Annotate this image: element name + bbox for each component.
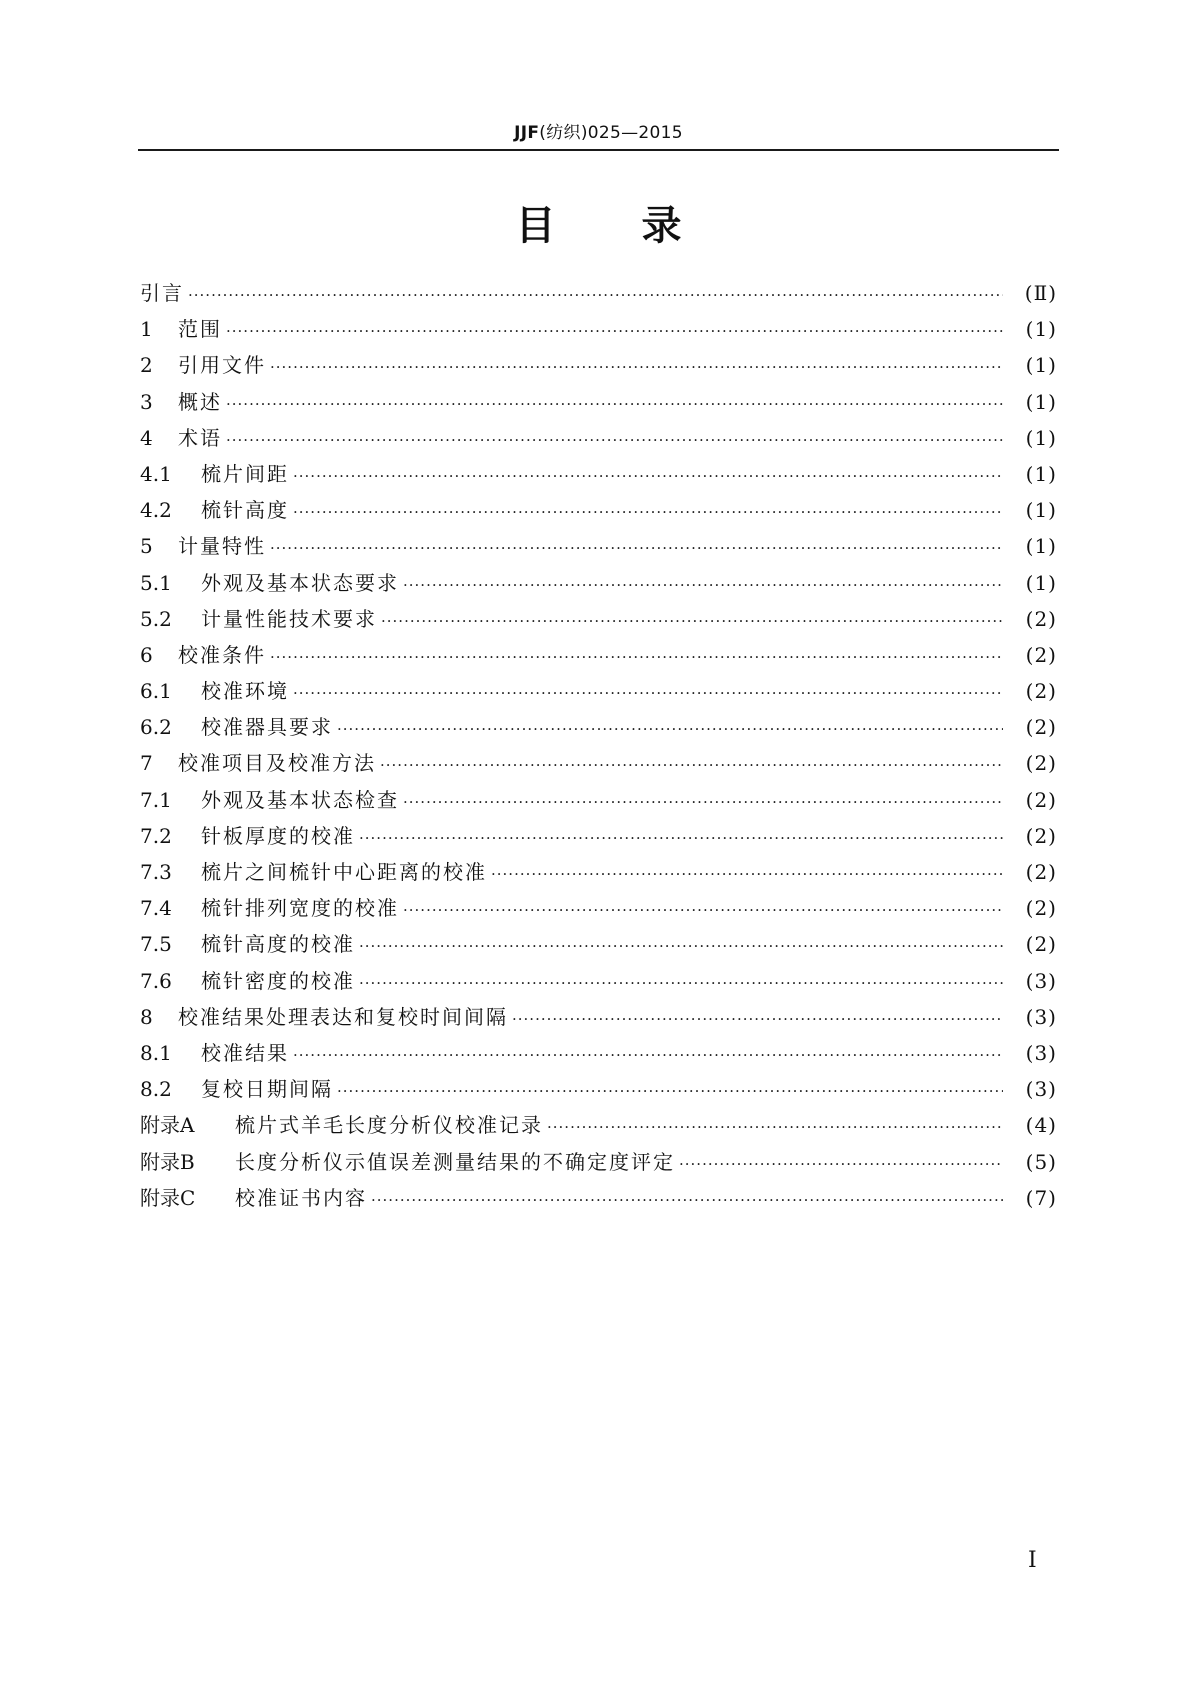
toc-entry[interactable] [140, 1182, 1057, 1218]
toc-entry-page: (2) [1025, 860, 1057, 884]
toc-dot-leader [359, 937, 1003, 955]
toc-entry[interactable] [140, 639, 1057, 675]
toc-entry[interactable] [140, 386, 1057, 422]
toc-dot-leader [293, 467, 1003, 485]
toc-entry-title: 外观及基本状态检查 [201, 787, 399, 812]
toc-entry[interactable] [140, 349, 1057, 385]
toc-entry[interactable] [140, 892, 1057, 928]
toc-entry-page: (2) [1025, 787, 1057, 812]
toc-entry-page: (1) [1025, 498, 1057, 523]
toc-entry-page: (Ⅱ) [1024, 281, 1057, 305]
toc-dot-leader [512, 1010, 1003, 1028]
toc-entry[interactable] [140, 965, 1057, 1001]
toc-dot-leader [371, 1191, 1003, 1209]
toc-dot-leader [293, 1046, 1003, 1064]
toc-entry-number: 5 [140, 534, 153, 559]
toc-entry-number: 7.5 [140, 932, 172, 957]
toc-dot-leader [270, 358, 1003, 376]
toc-entry-page: (3) [1025, 968, 1057, 993]
toc-entry-page: (4) [1025, 1113, 1057, 1138]
toc-entry-title: 校准器具要求 [201, 715, 333, 740]
toc-entry-number: 附录C [140, 1185, 196, 1210]
toc-entry-title: 梳针排列宽度的校准 [201, 896, 399, 921]
toc-entry[interactable] [140, 1073, 1057, 1109]
toc-entry-page: (2) [1025, 679, 1057, 704]
toc-entry[interactable] [140, 784, 1057, 820]
toc-dot-leader [380, 756, 1003, 774]
toc-entry[interactable] [140, 1109, 1057, 1145]
toc-entry-number: 8 [140, 1004, 153, 1029]
toc-dot-leader [226, 395, 1003, 413]
title-char-1: 目 [515, 203, 556, 249]
toc-entry-number: 6.1 [140, 679, 172, 704]
toc-entry-number: 附录B [140, 1149, 195, 1174]
toc-entry-number: 8.1 [140, 1040, 172, 1065]
toc-entry[interactable] [140, 675, 1057, 711]
page-title [138, 194, 1059, 251]
toc-entry-number: 4.2 [140, 498, 172, 523]
toc-dot-leader [226, 431, 1003, 449]
toc-entry-page: (1) [1025, 353, 1057, 378]
toc-entry-title: 校准环境 [201, 679, 289, 704]
toc-entry-title: 校准项目及校准方法 [178, 751, 376, 776]
toc-entry-page: (5) [1025, 1149, 1057, 1174]
header-prefix: JJF [514, 123, 540, 143]
toc-entry[interactable] [140, 530, 1057, 566]
toc-entry[interactable] [140, 313, 1057, 349]
toc-entry[interactable] [140, 494, 1057, 530]
toc-dot-leader [491, 865, 1003, 883]
toc-entry-title: 范围 [178, 317, 222, 342]
toc-entry[interactable] [140, 458, 1057, 494]
toc-entry-title: 引用文件 [178, 353, 266, 378]
toc-dot-leader [403, 901, 1003, 919]
header-org: (纺织) [539, 123, 588, 143]
toc-entry-title: 校准证书内容 [235, 1185, 367, 1210]
toc-entry-number: 5.2 [140, 606, 172, 631]
table-of-contents [140, 277, 1057, 1218]
toc-dot-leader [403, 576, 1003, 594]
toc-entry-title: 校准结果 [201, 1040, 289, 1065]
toc-entry-title: 概述 [178, 389, 222, 414]
toc-entry-page: (3) [1025, 1040, 1057, 1065]
toc-entry[interactable] [140, 1037, 1057, 1073]
toc-entry-title: 梳片之间梳针中心距离的校准 [201, 860, 487, 884]
toc-dot-leader [337, 1082, 1003, 1100]
toc-entry-number: 7.3 [140, 860, 172, 884]
toc-entry-title: 梳片间距 [201, 461, 289, 486]
toc-entry-page: (2) [1025, 823, 1057, 848]
header-code: 025—2015 [587, 123, 683, 143]
toc-entry-number: 7 [140, 751, 153, 776]
toc-entry-number: 8.2 [140, 1077, 172, 1102]
toc-entry[interactable] [140, 928, 1057, 964]
toc-entry-number: 7.2 [140, 823, 172, 848]
toc-entry-title: 校准结果处理表达和复校时间间隔 [178, 1004, 508, 1029]
toc-dot-leader [547, 1118, 1003, 1136]
toc-entry[interactable] [140, 603, 1057, 639]
toc-entry-title: 外观及基本状态要求 [201, 570, 399, 595]
toc-entry-page: (1) [1025, 317, 1057, 342]
toc-entry-number: 附录A [140, 1113, 195, 1138]
toc-entry[interactable] [140, 1001, 1057, 1037]
toc-entry-number: 3 [140, 389, 153, 414]
toc-entry-page: (2) [1025, 896, 1057, 921]
toc-entry-page: (3) [1025, 1004, 1057, 1029]
toc-entry[interactable] [140, 567, 1057, 603]
toc-entry-page: (2) [1025, 751, 1057, 776]
toc-dot-leader [403, 793, 1003, 811]
toc-entry-page: (1) [1025, 534, 1057, 559]
toc-entry-title: 长度分析仪示值误差测量结果的不确定度评定 [235, 1149, 675, 1174]
toc-dot-leader [381, 612, 1003, 630]
toc-entry-page: (2) [1025, 606, 1057, 631]
toc-entry-number: 5.1 [140, 570, 172, 595]
toc-entry-number: 1 [140, 317, 153, 342]
toc-entry[interactable] [140, 1146, 1057, 1182]
toc-entry-title: 术语 [178, 425, 222, 450]
toc-entry-title: 校准条件 [178, 642, 266, 667]
toc-dot-leader [270, 648, 1003, 666]
toc-entry-title: 梳片式羊毛长度分析仪校准记录 [235, 1113, 543, 1138]
toc-dot-leader [679, 1155, 1003, 1173]
toc-entry-title: 梳针高度 [201, 498, 289, 523]
toc-dot-leader [270, 539, 1003, 557]
toc-entry-page: (2) [1025, 715, 1057, 740]
toc-entry-number: 7.6 [140, 968, 172, 993]
toc-dot-leader [293, 684, 1003, 702]
toc-entry-page: (1) [1025, 570, 1057, 595]
toc-entry[interactable] [140, 856, 1057, 892]
toc-entry-page: (2) [1025, 932, 1057, 957]
toc-dot-leader [293, 503, 1003, 521]
toc-dot-leader [337, 720, 1003, 738]
toc-entry-number: 4 [140, 425, 153, 450]
toc-entry[interactable] [140, 820, 1057, 856]
running-header [138, 118, 1059, 143]
toc-entry-number: 6.2 [140, 715, 172, 740]
toc-entry-page: (1) [1025, 461, 1057, 486]
toc-entry-page: (3) [1025, 1077, 1057, 1102]
toc-dot-leader [226, 322, 1003, 340]
toc-entry-page: (7) [1025, 1185, 1057, 1210]
toc-entry-number: 7.1 [140, 787, 172, 812]
toc-dot-leader [188, 286, 1003, 304]
toc-entry-title: 针板厚度的校准 [201, 823, 355, 848]
toc-entry-title: 复校日期间隔 [201, 1077, 333, 1102]
toc-entry[interactable] [140, 747, 1057, 783]
toc-dot-leader [359, 829, 1003, 847]
toc-entry-page: (1) [1025, 425, 1057, 450]
page-number: Ⅰ [1028, 1548, 1037, 1573]
toc-entry-title: 梳针高度的校准 [201, 932, 355, 957]
toc-entry-number: 4.1 [140, 461, 172, 486]
toc-entry-page: (1) [1025, 389, 1057, 414]
header-rule [138, 149, 1059, 151]
toc-entry-title: 梳针密度的校准 [201, 968, 355, 993]
toc-entry-title: 计量特性 [178, 534, 266, 559]
toc-entry-number: 7.4 [140, 896, 172, 921]
toc-entry[interactable] [140, 422, 1057, 458]
toc-entry[interactable] [140, 711, 1057, 747]
toc-dot-leader [359, 974, 1003, 992]
title-char-2: 录 [641, 203, 682, 249]
toc-entry-title: 计量性能技术要求 [201, 606, 377, 631]
toc-entry[interactable] [140, 277, 1057, 313]
toc-entry-page: (2) [1025, 642, 1057, 667]
toc-entry-number: 6 [140, 642, 153, 667]
toc-entry-number: 2 [140, 353, 153, 378]
toc-entry-title: 引言 [140, 281, 184, 305]
